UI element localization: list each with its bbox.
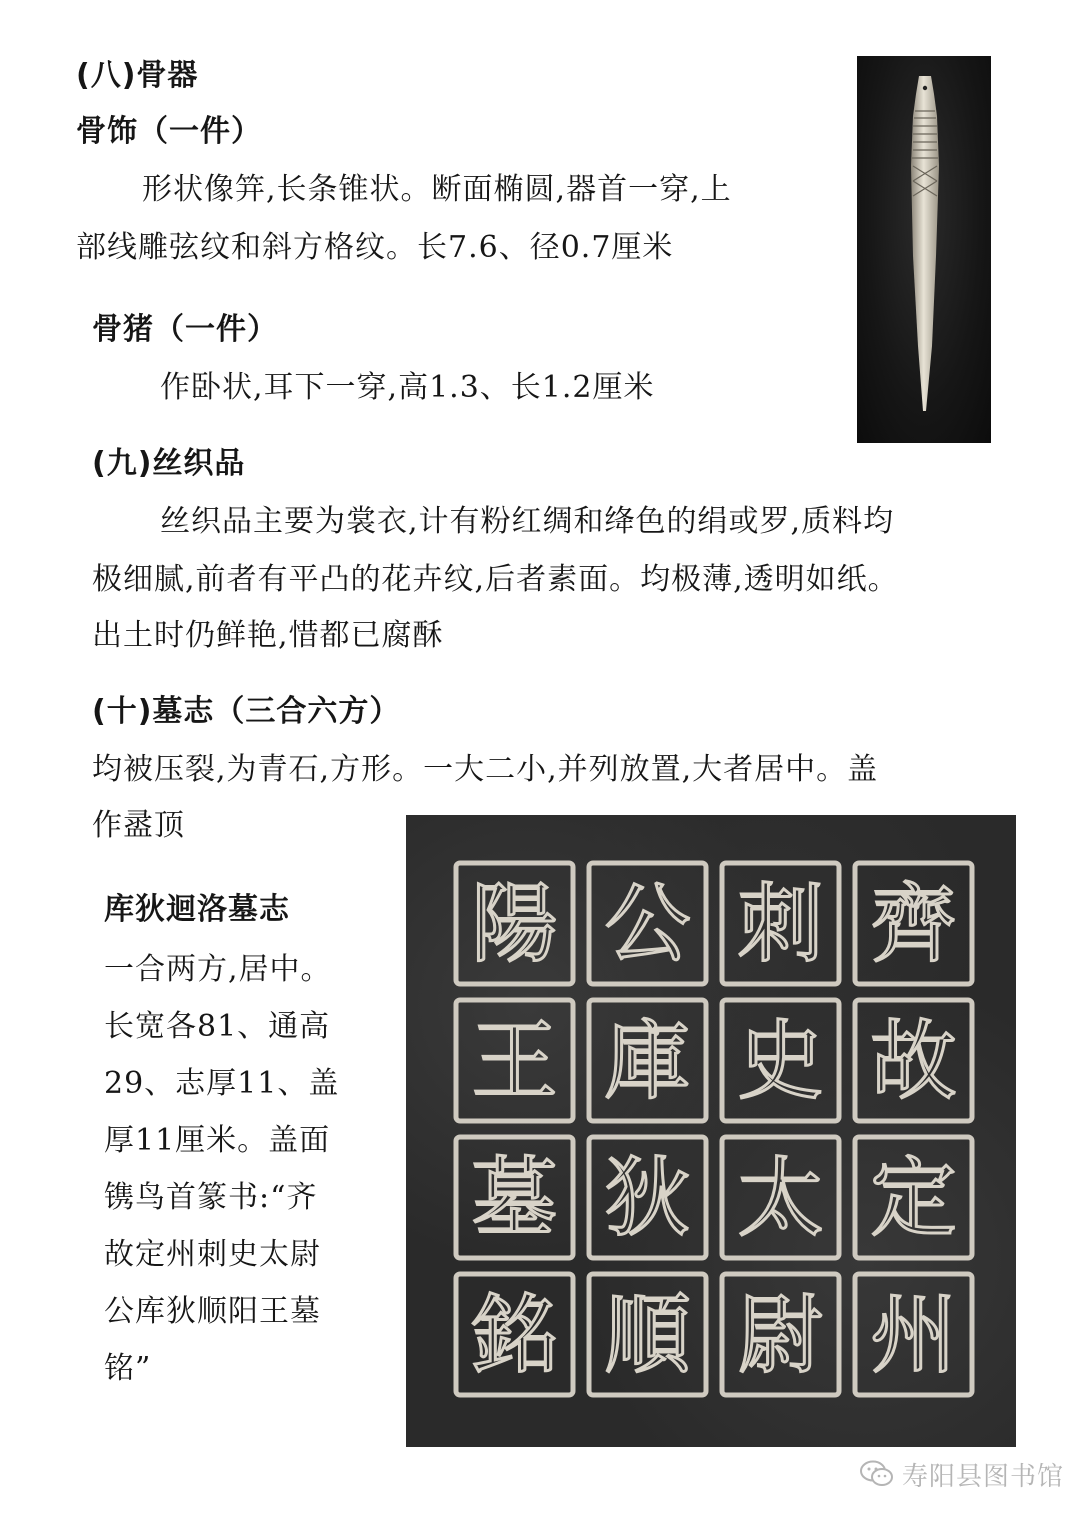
seal-character: 墓 [471,1148,558,1249]
seal-character-cell [456,1000,573,1121]
epitaph-cover-rubbing [406,815,1016,1447]
seal-character-cell [722,863,839,984]
epitaph-line-8: 铭” [104,1351,152,1386]
seal-character-cell [589,1137,706,1258]
silk-line-2: 极细腻,前者有平凸的花卉纹,后者素面。均极薄,透明如纸。 [92,562,899,597]
seal-character-cell [456,863,573,984]
bone-ornament-line-1: 形状像笄,长条锥状。断面椭圆,器首一穿,上 [142,172,732,207]
bone-pig-title: 骨猪（一件） [92,312,278,347]
epitaph-overview-line-1: 均被压裂,为青石,方形。一大二小,并列放置,大者居中。盖 [92,752,879,787]
epitaph-line-6: 故定州刺史太尉 [104,1237,321,1272]
seal-character-cell [456,1274,573,1395]
seal-character: 狄 [604,1148,691,1249]
seal-character: 刺 [737,874,824,975]
bone-ornament-title: 骨饰（一件） [76,114,262,149]
silk-line-3: 出土时仍鲜艳,惜都已腐酥 [92,618,444,653]
epitaph-line-1: 一合两方,居中。 [104,952,332,987]
epitaph-overview-line-2: 作盝顶 [92,808,185,843]
seal-character-cell [855,1274,972,1395]
seal-character: 定 [870,1148,957,1249]
section-10-title: (十)墓志（三合六方） [92,694,401,729]
seal-character-cell [722,1274,839,1395]
seal-character: 故 [870,1011,957,1112]
section-8-title: (八)骨器 [76,58,199,93]
seal-character: 公 [604,874,691,975]
watermark [860,1452,1064,1496]
epitaph-line-4: 厚11厘米。盖面 [104,1123,331,1158]
bone-pig-line-1: 作卧状,耳下一穿,高1.3、长1.2厘米 [160,370,655,405]
seal-character-cell [722,1000,839,1121]
seal-character-cell [456,1137,573,1258]
seal-character-cell [855,863,972,984]
seal-character-cell [589,1274,706,1395]
seal-character-cell [855,1137,972,1258]
seal-character: 陽 [471,874,558,975]
bone-ornament-photo [857,56,991,443]
seal-character: 太 [737,1148,824,1249]
section-9-title: (九)丝织品 [92,446,246,481]
epitaph-line-2: 长宽各81、通高 [104,1009,331,1044]
seal-character: 齊 [870,874,957,975]
seal-character: 州 [870,1285,957,1386]
seal-character: 王 [471,1011,558,1112]
bone-ornament-line-2: 部线雕弦纹和斜方格纹。长7.6、径0.7厘米 [76,230,674,265]
seal-character-cell [589,863,706,984]
wechat-icon [860,1459,894,1489]
seal-character-cell [589,1000,706,1121]
silk-line-1: 丝织品主要为裳衣,计有粉红绸和绛色的绢或罗,质料均 [160,504,895,539]
seal-character: 尉 [737,1285,824,1386]
seal-character: 順 [604,1285,691,1386]
seal-character: 史 [737,1011,824,1112]
watermark-text: 寿阳县图书馆 [902,1461,1065,1492]
seal-character: 銘 [471,1285,558,1386]
epitaph-title: 库狄迴洛墓志 [104,892,290,927]
seal-character-cell [722,1137,839,1258]
seal-grid [406,815,1016,1447]
epitaph-line-7: 公库狄顺阳王墓 [104,1294,321,1329]
epitaph-line-3: 29、志厚11、盖 [104,1066,340,1101]
seal-character: 庫 [604,1011,691,1112]
seal-character-cell [855,1000,972,1121]
epitaph-line-5: 镌鸟首篆书:“齐 [104,1180,318,1215]
